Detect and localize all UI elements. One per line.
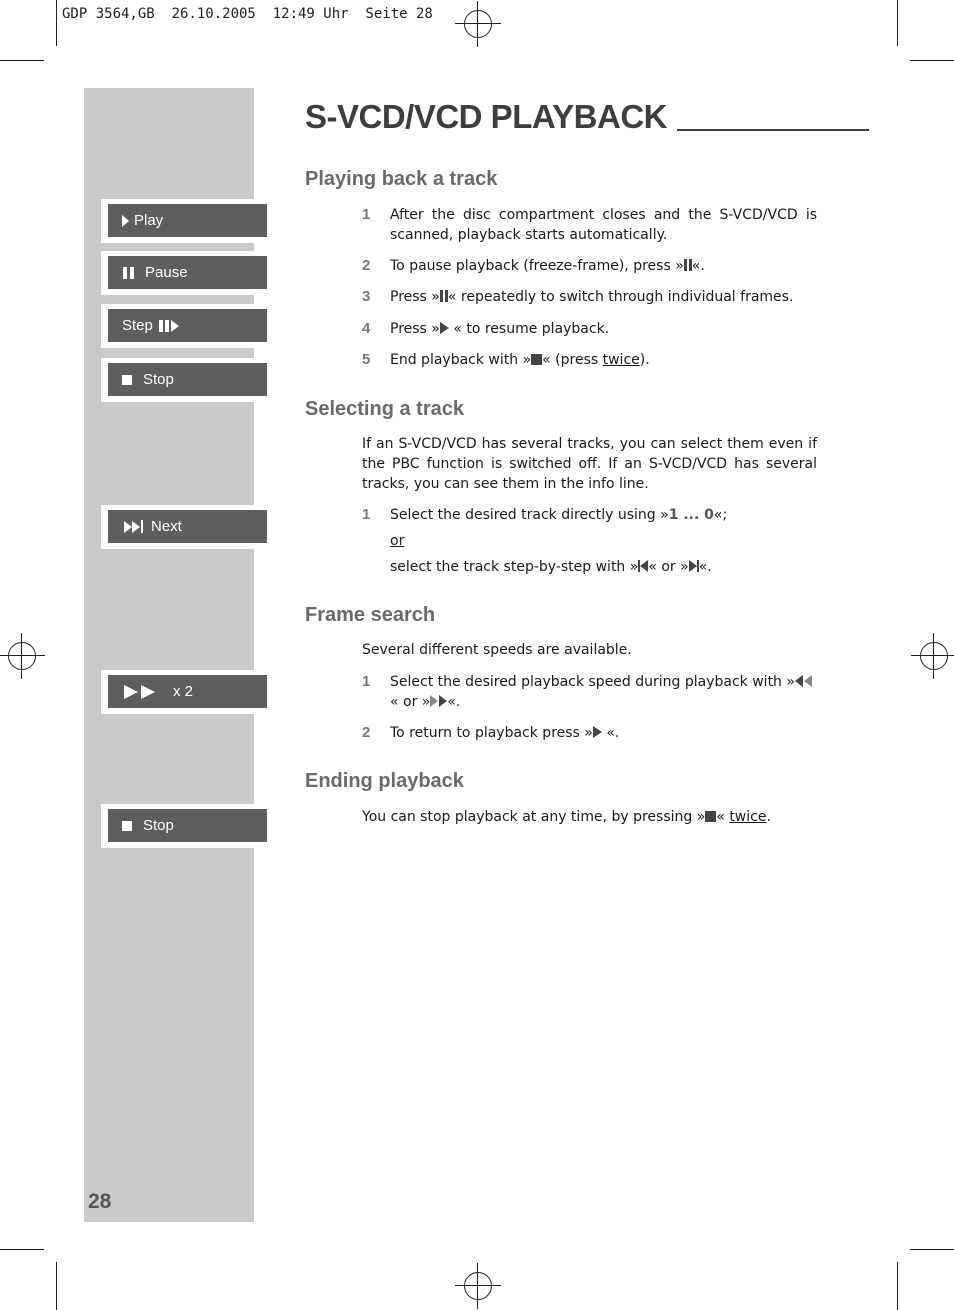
stop-button-2 xyxy=(101,804,267,848)
crop-mark xyxy=(0,1249,44,1250)
step-text-line xyxy=(390,557,817,577)
number-keys: 1 ... 0 xyxy=(668,507,714,523)
page-title: S-VCD/VCD PLAYBACK xyxy=(305,98,667,135)
step-text-part: « or » xyxy=(648,559,689,575)
step-text xyxy=(390,672,817,712)
fast-forward-button xyxy=(101,670,267,714)
stop-icon xyxy=(122,821,132,831)
previous-key-icon xyxy=(638,560,648,572)
step-number: 1 xyxy=(362,673,371,690)
playing-step-1 xyxy=(362,205,817,245)
step-text-part: « to resume playback. xyxy=(448,321,610,337)
section-heading-playing: Playing back a track xyxy=(305,168,498,190)
step-text xyxy=(390,723,817,743)
step-text: After the disc compartment closes and the S-VCD/VCD is scanned, playback starts automatically. xyxy=(390,207,817,243)
crop-mark xyxy=(56,0,57,46)
registration-mark-bottom xyxy=(464,1272,492,1300)
play-label: Play xyxy=(134,212,164,229)
fast-forward-icon xyxy=(124,685,155,699)
step-text xyxy=(390,287,817,307)
section-heading-ending: Ending playback xyxy=(305,770,464,792)
pause-icon xyxy=(123,267,134,279)
text-part: « xyxy=(716,809,730,825)
playing-step-5 xyxy=(362,350,817,370)
next-button xyxy=(101,505,267,549)
step-text-part: Press » xyxy=(390,289,440,305)
stop-label-2: Stop xyxy=(143,817,174,834)
step-text-part: «. xyxy=(447,694,461,710)
step-text xyxy=(390,505,817,525)
registration-mark-left xyxy=(8,642,36,670)
crop-mark xyxy=(897,0,898,46)
pause-key-icon xyxy=(684,259,692,271)
step-text-part: To return to playback press » xyxy=(390,725,593,741)
step-text-part: «. xyxy=(698,559,712,575)
page-number: 28 xyxy=(88,1190,112,1213)
step-label: Step xyxy=(122,317,153,334)
step-text-part: ). xyxy=(639,352,650,368)
step-button xyxy=(101,304,267,348)
rewind-key-icon xyxy=(795,675,812,687)
step-text-part: «; xyxy=(713,507,728,523)
step-number: 2 xyxy=(362,257,371,274)
fast-forward-key-icon xyxy=(430,695,447,707)
selecting-intro: If an S-VCD/VCD has several tracks, you can select them even if the PBC function is switched off. If an S-VCD/VCD has several tracks, you can see them in the info line. xyxy=(362,436,817,492)
or-text: or xyxy=(390,533,405,549)
crop-mark xyxy=(56,1262,57,1310)
emphasis-twice: twice xyxy=(729,809,767,825)
stop-icon xyxy=(122,375,132,385)
frame-intro: Several different speeds are available. xyxy=(362,642,632,658)
registration-mark-right xyxy=(920,642,948,670)
step-text-part: Select the desired track directly using » xyxy=(390,507,669,523)
step-number: 4 xyxy=(362,320,371,337)
step-number: 1 xyxy=(362,206,371,223)
step-text xyxy=(390,319,817,339)
crop-mark xyxy=(0,60,44,61)
frame-step-2 xyxy=(362,723,817,743)
emphasis-twice: twice xyxy=(602,352,640,368)
step-text-part: « (press xyxy=(542,352,603,368)
stop-label: Stop xyxy=(143,371,174,388)
speed-label: x 2 xyxy=(173,683,194,700)
selecting-step-1 xyxy=(362,505,817,577)
step-text xyxy=(390,256,817,276)
step-text-part: To pause playback (freeze-frame), press » xyxy=(390,258,684,274)
section-heading-frame: Frame search xyxy=(305,604,436,626)
stop-key-icon xyxy=(531,354,542,365)
next-key-icon xyxy=(689,560,699,572)
stop-key-icon xyxy=(705,811,716,822)
step-number: 2 xyxy=(362,724,371,741)
step-number: 1 xyxy=(362,506,371,523)
step-number: 5 xyxy=(362,351,371,368)
step-text xyxy=(390,350,817,370)
stop-button xyxy=(101,358,267,402)
crop-mark xyxy=(897,1262,898,1310)
step-text-part: «. xyxy=(691,258,705,274)
pause-label: Pause xyxy=(145,264,188,281)
step-text-part: « repeatedly to switch through individual frames. xyxy=(447,289,794,305)
crop-mark xyxy=(910,1249,954,1250)
registration-mark-top xyxy=(464,10,492,38)
text-part: You can stop playback at any time, by pressing » xyxy=(362,809,706,825)
step-text-part: «. xyxy=(601,725,620,741)
section-heading-selecting: Selecting a track xyxy=(305,398,464,420)
play-key-icon xyxy=(440,322,449,334)
next-icon xyxy=(124,520,143,533)
text-part: . xyxy=(766,809,771,825)
title-rule xyxy=(677,129,869,131)
print-header: GDP 3564,GB 26.10.2005 12:49 Uhr Seite 28 xyxy=(62,6,433,22)
step-number: 3 xyxy=(362,288,371,305)
step-text-part: Press » xyxy=(390,321,440,337)
playing-step-4 xyxy=(362,319,817,339)
playing-step-3 xyxy=(362,287,817,307)
step-text-part: select the track step-by-step with » xyxy=(390,559,639,575)
play-key-icon xyxy=(593,726,602,738)
play-icon xyxy=(122,215,129,227)
playing-step-2 xyxy=(362,256,817,276)
step-text-part: End playback with » xyxy=(390,352,532,368)
play-button xyxy=(101,199,267,243)
pause-key-icon xyxy=(440,290,448,302)
step-text-part: Select the desired playback speed during playback with » xyxy=(390,674,795,690)
ending-text xyxy=(362,807,817,827)
step-text-part: « or » xyxy=(390,694,431,710)
crop-mark xyxy=(910,60,954,61)
step-icon xyxy=(159,320,179,332)
next-label: Next xyxy=(151,518,182,535)
frame-step-1 xyxy=(362,672,817,712)
pause-button xyxy=(101,251,267,295)
